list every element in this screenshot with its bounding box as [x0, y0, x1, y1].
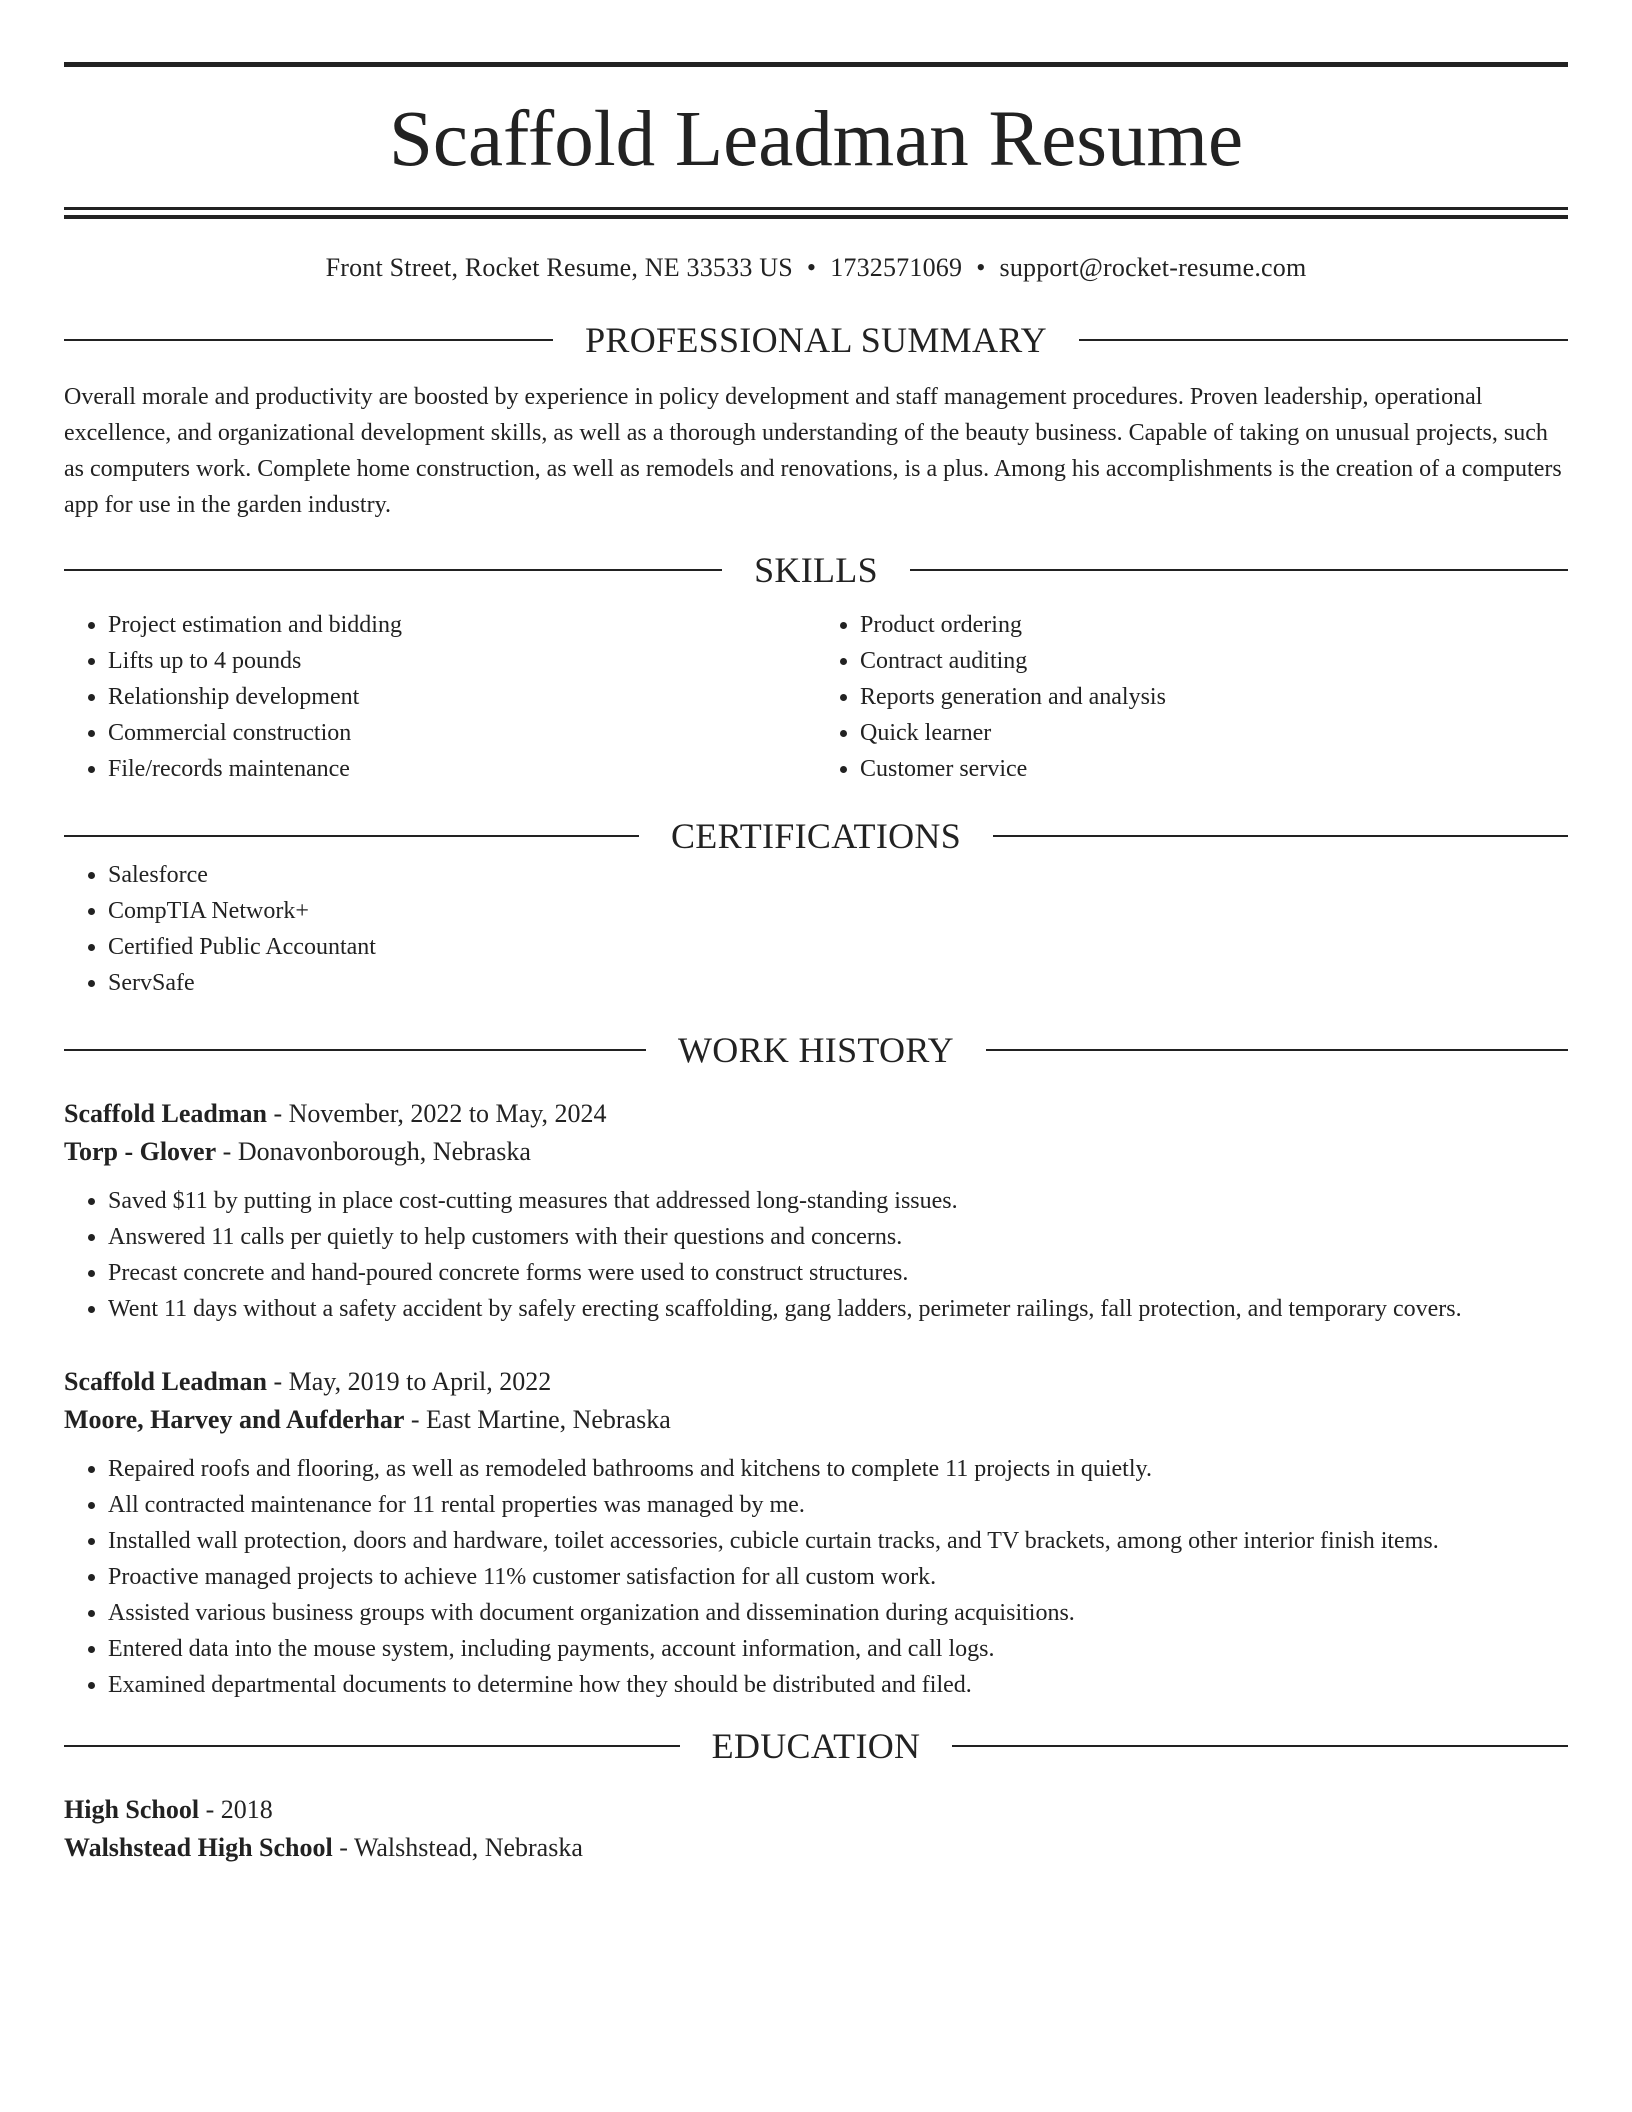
- education-entry: [64, 1791, 1568, 1867]
- title-double-rule: [64, 207, 1568, 219]
- divider-line: [64, 339, 553, 341]
- list-item: • Relationship development: [108, 679, 816, 715]
- list-item: • Precast concrete and hand-poured concrete forms were used to construct structures.: [108, 1255, 1568, 1291]
- list-item: • Project estimation and bidding: [108, 607, 816, 643]
- skills-grid: [64, 607, 1568, 787]
- list-item: • All contracted maintenance for 11 rental properties was managed by me.: [108, 1487, 1568, 1523]
- section-header-skills: [64, 549, 1568, 591]
- contact-address: Front Street, Rocket Resume, NE 33533 US: [325, 253, 793, 282]
- job-location: East Martine, Nebraska: [426, 1405, 671, 1434]
- contact-email: support@rocket-resume.com: [999, 253, 1307, 282]
- divider-line: [64, 835, 639, 837]
- job-title: Scaffold Leadman: [64, 1367, 267, 1396]
- list-item: • Entered data into the mouse system, including payments, account information, and call logs.: [108, 1631, 1568, 1667]
- list-item: • Certified Public Accountant: [108, 929, 1568, 965]
- contact-line: [64, 253, 1568, 283]
- list-item: • Reports generation and analysis: [860, 679, 1568, 715]
- divider-line: [1079, 339, 1568, 341]
- job-company: Torp - Glover: [64, 1137, 217, 1166]
- section-title: WORK HISTORY: [678, 1030, 954, 1070]
- section-header-education: [64, 1725, 1568, 1767]
- resume-title: Scaffold Leadman Resume: [388, 96, 1244, 183]
- list-item: • Product ordering: [860, 607, 1568, 643]
- section-header-work-history: [64, 1029, 1568, 1071]
- job-dates: May, 2019 to April, 2022: [288, 1367, 552, 1396]
- job-location: Donavonborough, Nebraska: [237, 1137, 531, 1166]
- divider-line: [952, 1745, 1568, 1747]
- job-entry: [64, 1095, 1568, 1327]
- list-item: • Proactive managed projects to achieve 11% customer satisfaction for all custom work.: [108, 1559, 1568, 1595]
- skills-column-right: [816, 607, 1568, 787]
- list-item: • Answered 11 calls per quietly to help customers with their questions and concerns.: [108, 1219, 1568, 1255]
- list-item: • Examined departmental documents to determine how they should be distributed and filed.: [108, 1667, 1568, 1703]
- dash: -: [339, 1833, 348, 1862]
- contact-phone: 1732571069: [830, 253, 963, 282]
- top-rule: [64, 62, 1568, 67]
- list-item: • Quick learner: [860, 715, 1568, 751]
- section-title: SKILLS: [754, 550, 878, 590]
- divider-line: [910, 569, 1568, 571]
- job-bullets: [64, 1183, 1568, 1327]
- list-item: • Repaired roofs and flooring, as well as remodeled bathrooms and kitchens to complete 11 projects in quietly.: [108, 1451, 1568, 1487]
- job-title-line: [64, 1095, 1568, 1133]
- certifications-list: [64, 857, 1568, 1001]
- skills-list-right: [816, 607, 1568, 787]
- list-item: • Assisted various business groups with document organization and dissemination during acquisitions.: [108, 1595, 1568, 1631]
- contact-separator: •: [976, 253, 986, 282]
- section-header-certifications: [64, 815, 1568, 857]
- education-school-line: [64, 1829, 1568, 1867]
- education-school: Walshstead High School: [64, 1833, 333, 1862]
- list-item: • Installed wall protection, doors and hardware, toilet accessories, cubicle curtain tracks, and TV brackets, among other interior finish items.: [108, 1523, 1568, 1559]
- dash: -: [222, 1137, 232, 1166]
- list-item: • Went 11 days without a safety accident by safely erecting scaffolding, gang ladders, perimeter railings, fall protection, and temporary covers.: [108, 1291, 1568, 1327]
- section-title: PROFESSIONAL SUMMARY: [585, 320, 1047, 360]
- skills-list-left: [64, 607, 816, 787]
- dash: -: [410, 1405, 420, 1434]
- list-item: • ServSafe: [108, 965, 1568, 1001]
- list-item: • CompTIA Network+: [108, 893, 1568, 929]
- dash: -: [273, 1367, 283, 1396]
- list-item: • Contract auditing: [860, 643, 1568, 679]
- list-item: • Customer service: [860, 751, 1568, 787]
- dash: -: [273, 1099, 283, 1128]
- section-title: CERTIFICATIONS: [670, 816, 962, 856]
- summary-text: Overall morale and productivity are boosted by experience in policy development and staff management procedures. Proven leadership, operational excellence, and organizational development skills, as well as a thorough understanding of the beauty business. Capable of taking on unusual projects, such as computers work. Complete home construction, as well as remodels and renovations, is a plus. Among his accomplishments is the creation of a computers app for use in the garden industry.: [64, 384, 1562, 518]
- list-item: • Salesforce: [108, 857, 1568, 893]
- list-item: • File/records maintenance: [108, 751, 816, 787]
- skills-column-left: [64, 607, 816, 787]
- education-degree-line: [64, 1791, 1568, 1829]
- divider-line: [64, 1745, 680, 1747]
- section-title: EDUCATION: [711, 1726, 921, 1766]
- job-bullets: [64, 1451, 1568, 1703]
- education-location: Walshstead, Nebraska: [353, 1833, 583, 1862]
- list-item: • Commercial construction: [108, 715, 816, 751]
- list-item: • Lifts up to 4 pounds: [108, 643, 816, 679]
- job-entry: [64, 1363, 1568, 1703]
- job-dates: November, 2022 to May, 2024: [288, 1099, 607, 1128]
- divider-line: [986, 1049, 1568, 1051]
- divider-line: [64, 1049, 646, 1051]
- divider-line: [993, 835, 1568, 837]
- education-year: 2018: [220, 1795, 273, 1824]
- job-company-line: [64, 1133, 1568, 1171]
- divider-line: [64, 569, 722, 571]
- job-title: Scaffold Leadman: [64, 1099, 267, 1128]
- list-item: • Saved $11 by putting in place cost-cutting measures that addressed long-standing issues.: [108, 1183, 1568, 1219]
- dash: -: [205, 1795, 215, 1824]
- education-degree: High School: [64, 1795, 200, 1824]
- job-company-line: [64, 1401, 1568, 1439]
- contact-separator: •: [806, 253, 817, 282]
- section-header-summary: [64, 319, 1568, 361]
- job-title-line: [64, 1363, 1568, 1401]
- job-company: Moore, Harvey and Aufderhar: [64, 1405, 405, 1434]
